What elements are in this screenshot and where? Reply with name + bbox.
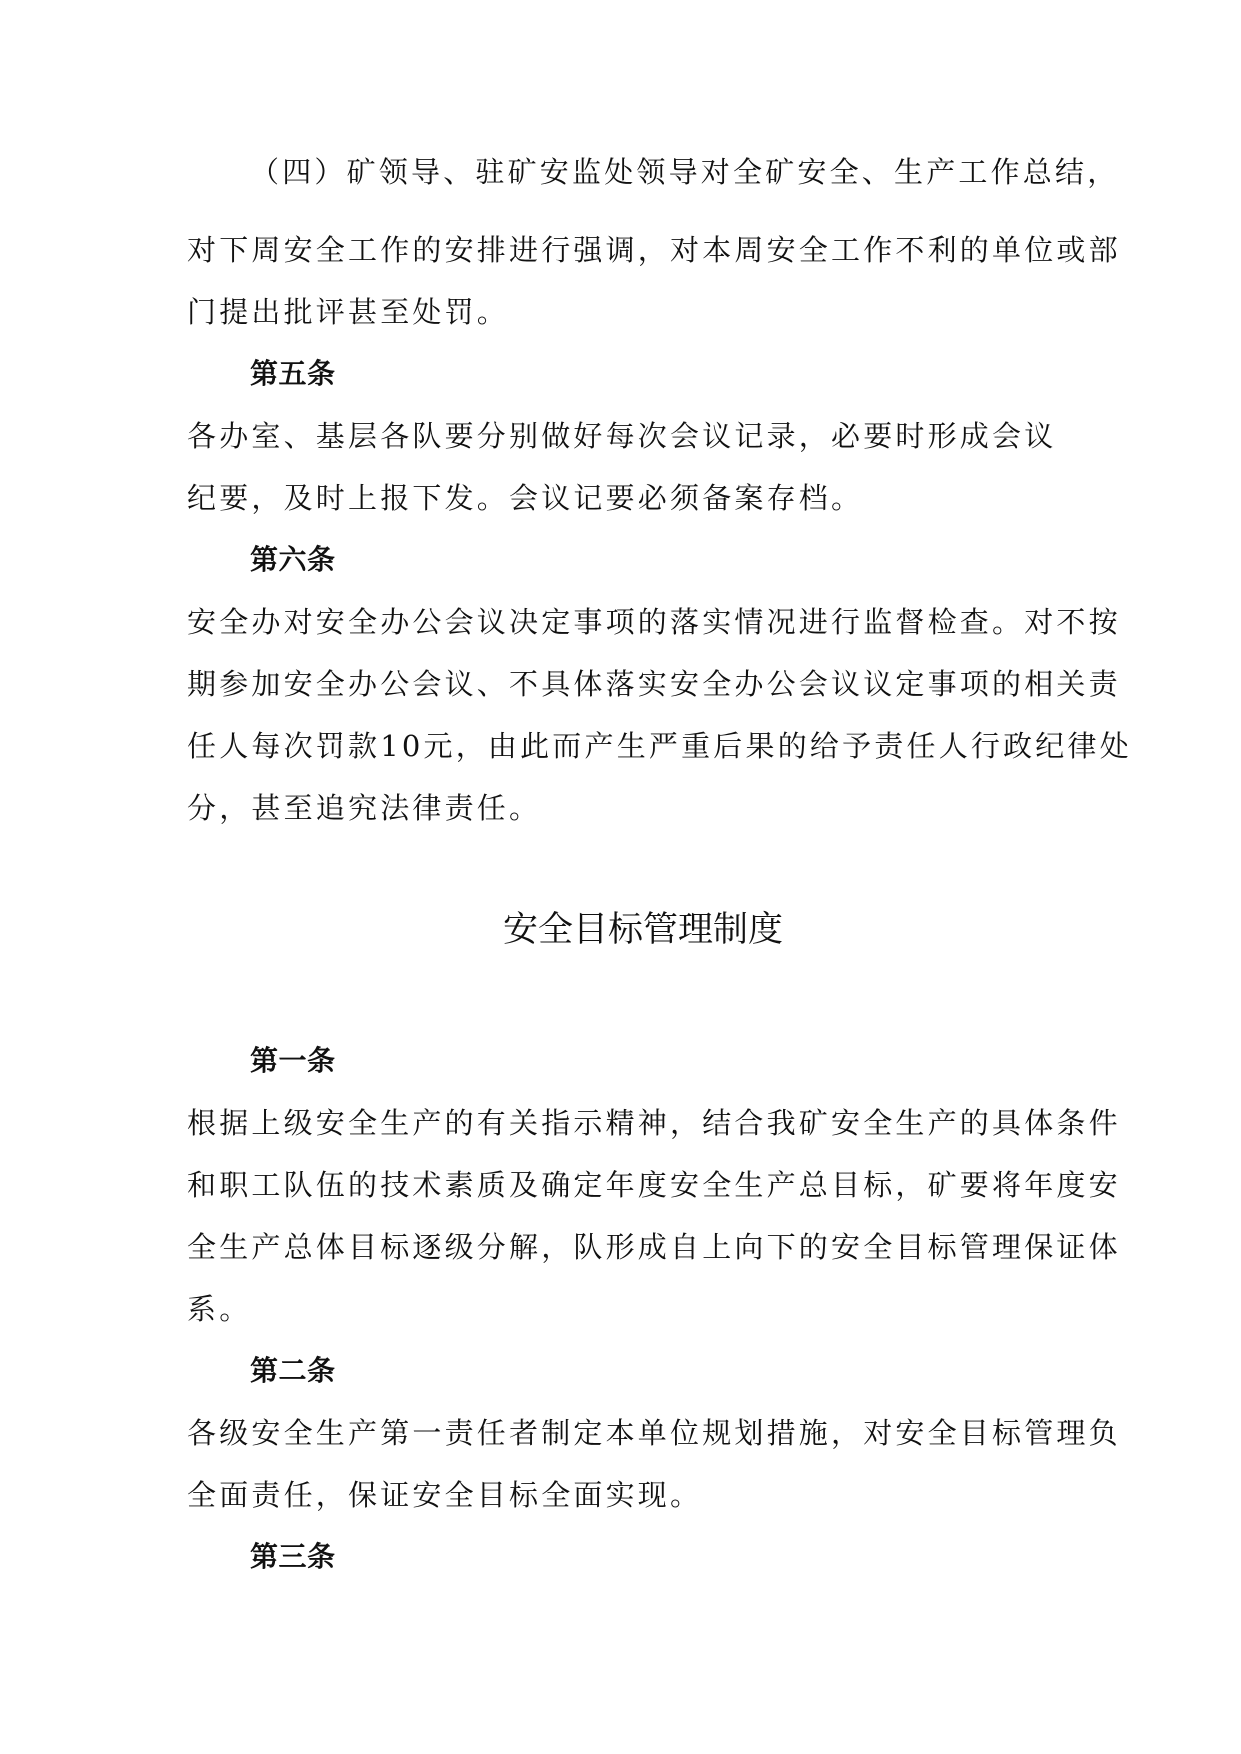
article1-heading: 第一条 (250, 1044, 336, 1077)
item4-line-2: 对下周安全工作的安排进行强调，对本周安全工作不利的单位或部 (187, 233, 1121, 267)
article1-line-4: 系。 (187, 1292, 252, 1326)
article2-line-2: 全面责任，保证安全目标全面实现。 (187, 1478, 703, 1512)
article1-line-2: 和职工队伍的技术素质及确定年度安全生产总目标，矿要将年度安 (187, 1168, 1121, 1202)
item4-line-1: （四）矿领导、驻矿安监处领导对全矿安全、生产工作总结， (250, 155, 1120, 189)
article5-line-2: 纪要，及时上报下发。会议记要必须备案存档。 (187, 481, 864, 515)
article2-heading: 第二条 (250, 1354, 336, 1387)
article6-line-4: 分，甚至追究法律责任。 (187, 791, 542, 825)
article5-line-1: 各办室、基层各队要分别做好每次会议记录，必要时形成会议 (187, 419, 1057, 453)
item4-line-3: 门提出批评甚至处罚。 (187, 295, 510, 329)
article6-line-2: 期参加安全办公会议、不具体落实安全办公会议议定事项的相关责 (187, 667, 1121, 701)
article6-line-3: 任人每次罚款10元，由此而产生严重后果的给予责任人行政纪律处 (187, 729, 1132, 763)
article2-line-1: 各级安全生产第一责任者制定本单位规划措施，对安全目标管理负 (187, 1416, 1121, 1450)
article5-heading: 第五条 (250, 357, 336, 390)
article3-heading: 第三条 (250, 1540, 336, 1573)
section-title: 安全目标管理制度 (502, 910, 783, 950)
article6-heading: 第六条 (250, 543, 336, 576)
article6-line-1: 安全办对安全办公会议决定事项的落实情况进行监督检查。对不按 (187, 605, 1121, 639)
article1-line-3: 全生产总体目标逐级分解，队形成自上向下的安全目标管理保证体 (187, 1230, 1121, 1264)
article1-line-1: 根据上级安全生产的有关指示精神，结合我矿安全生产的具体条件 (187, 1106, 1121, 1140)
